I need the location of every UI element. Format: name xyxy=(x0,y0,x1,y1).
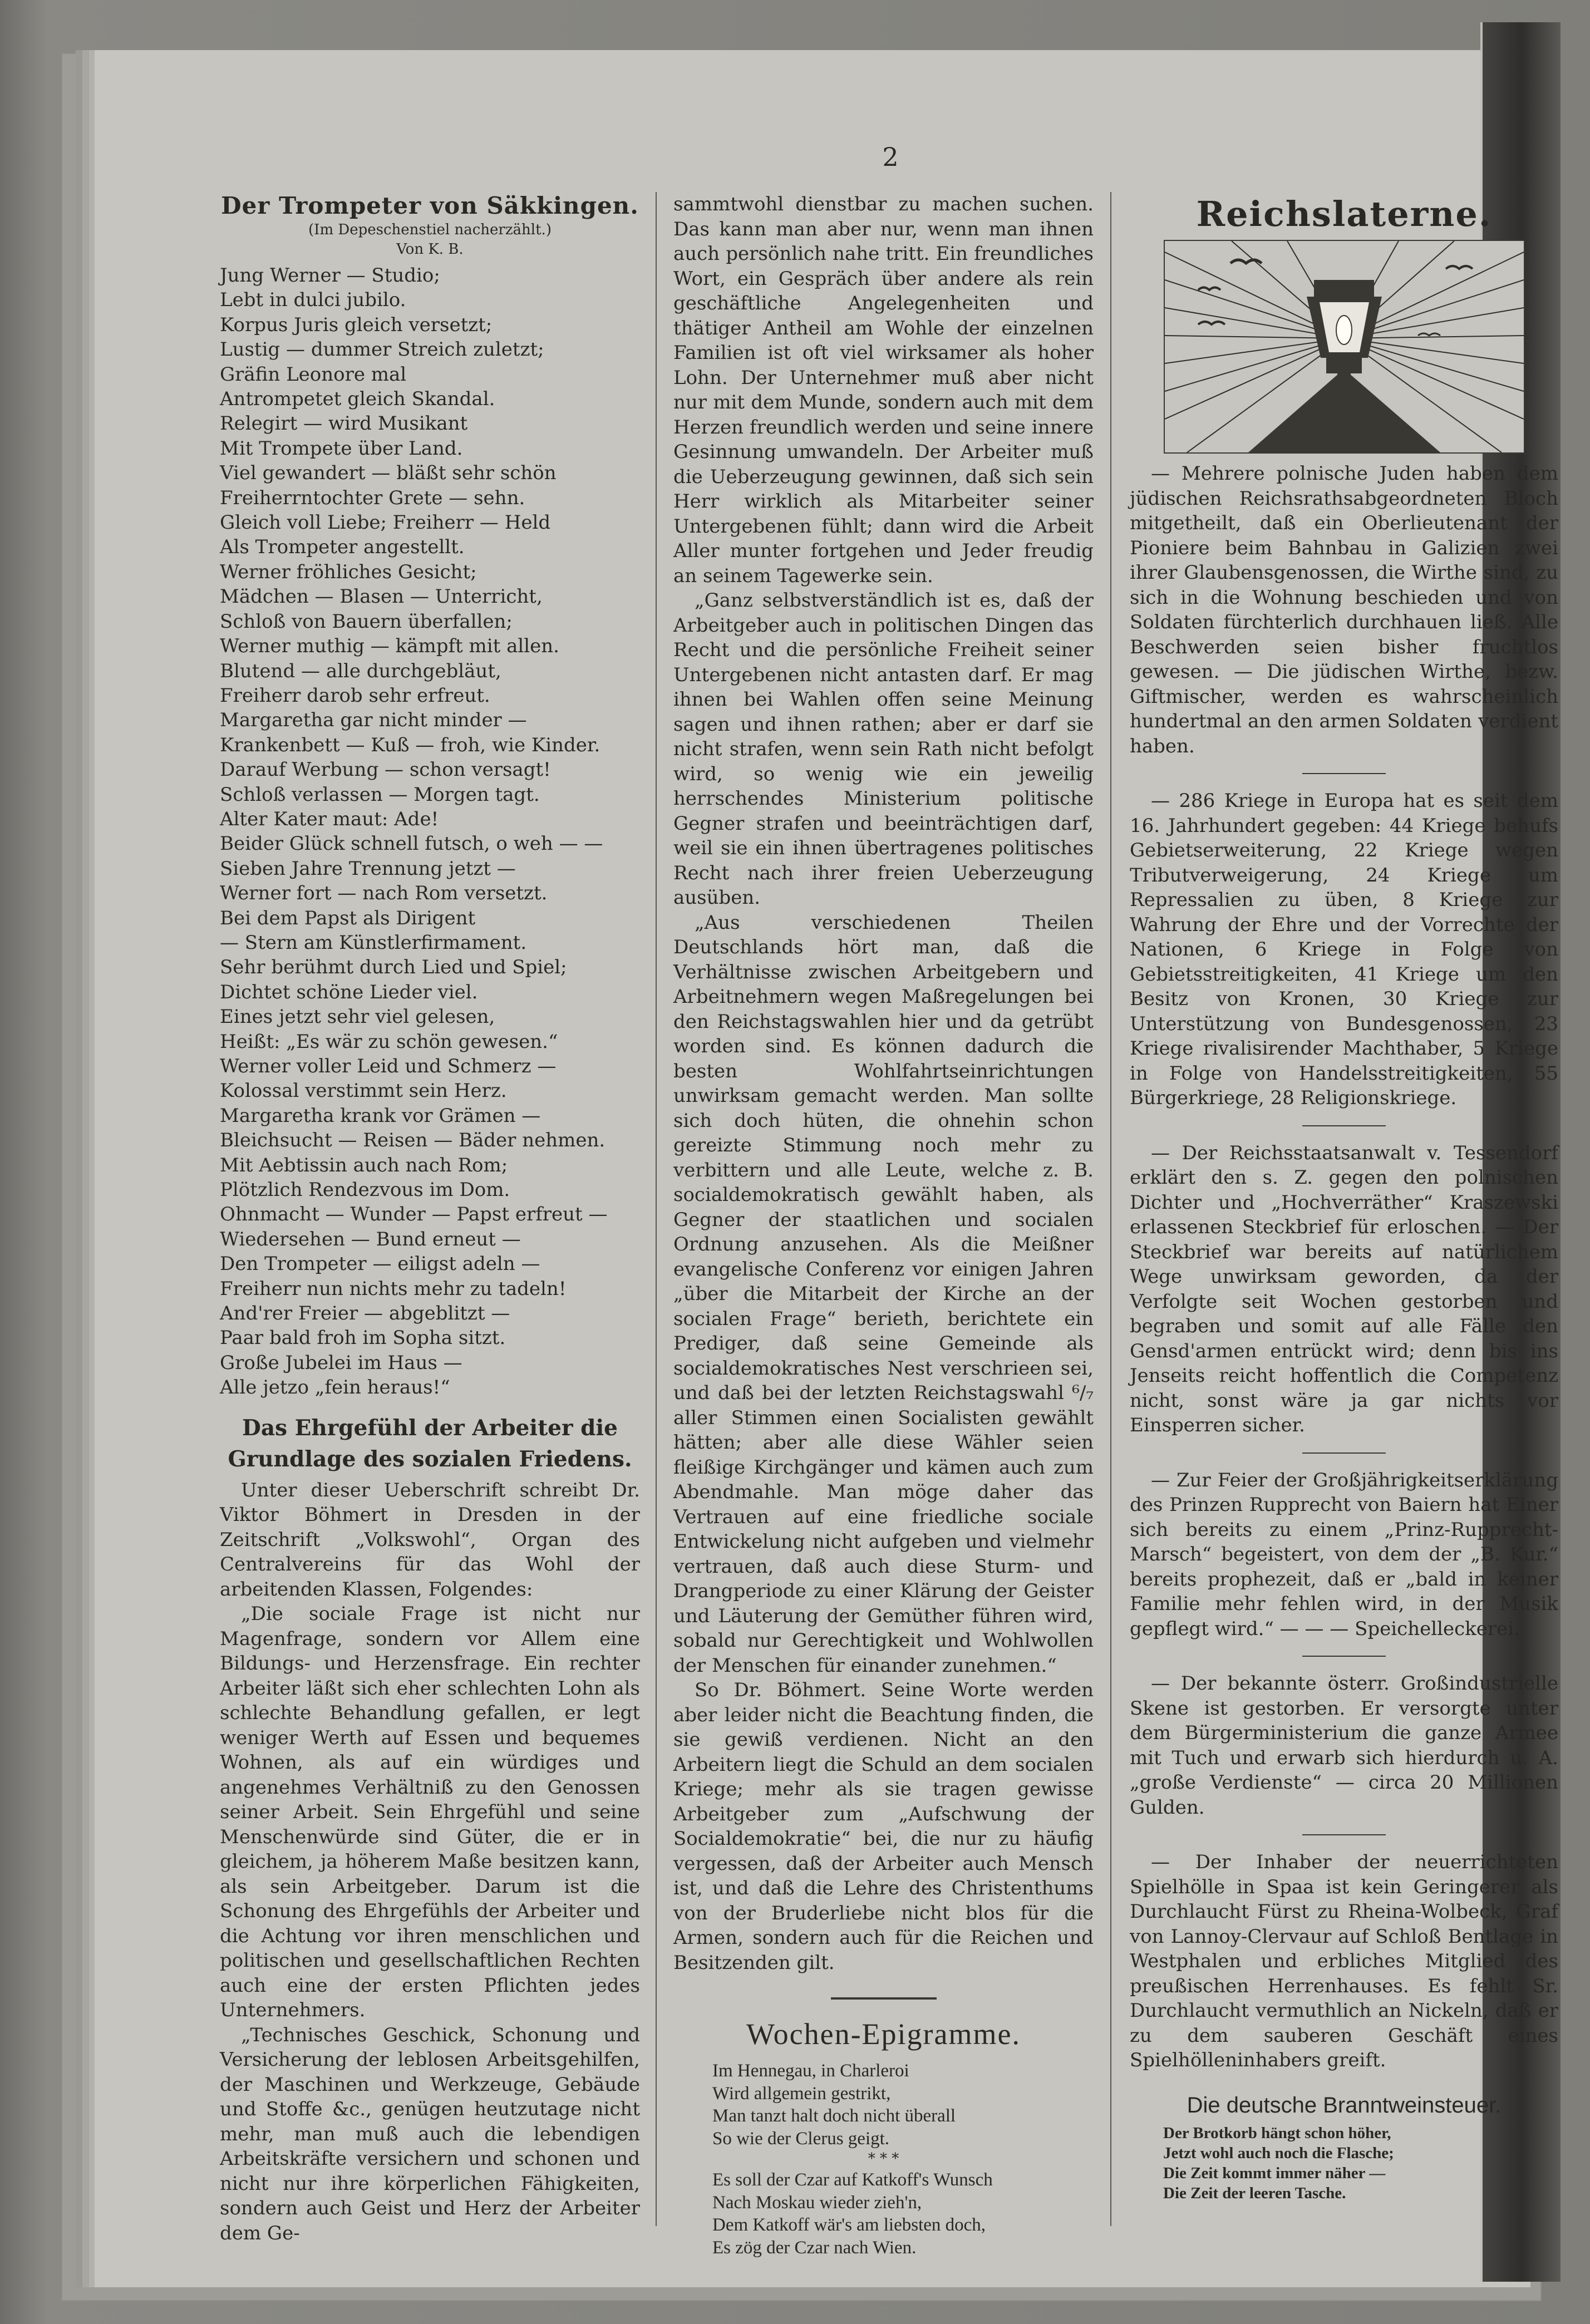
paragraph: — Der Inhaber der neuerrichteten Spielhölle in Spaa ist kein Geringerer als Durchlaucht Fürst zu Rheina-Wolbeck, Graf von Lannoy-Clervaur auf Schloß Bentlage in Westphalen und erbliches Mitglied des preußischen Herrenhauses. Es fehlt Sr. Durchlaucht vermuthlich an Nickeln, daß er zu dem sauberen Geschäft eines Spielhölleninhabers greift. xyxy=(1130,1851,1558,2071)
poem-line: Lebt in dulci jubilo. xyxy=(220,289,406,312)
poem-line: Heißt: „Es wär zu schön gewesen.“ xyxy=(220,1030,558,1053)
poem-line: Mit Aebtissin auch nach Rom; xyxy=(220,1154,508,1176)
poem-line: Margaretha krank vor Grämen — xyxy=(220,1104,541,1127)
paragraph: „Ganz selbstverständlich ist es, daß der Arbeitgeber auch in politischen Dingen das Recht und die persönliche Freiheit seiner Untergebenen nicht antasten darf. Er mag ihnen bei Wahlen offen seine Meinung sagen und ihnen rathen; aber er darf sie nicht strafen, wenn sein Rath nicht befolgt wird, so wenig wie ein jeweilig herrschendes Ministerium politische Gegner strafen und beeinträchtigen darf, weil sie ein ihnen übertragenes politisches Recht nach ihrer freien Ueberzeugung ausüben. xyxy=(673,589,1094,909)
epigram-line: Nach Moskau wieder zieh'n, xyxy=(712,2192,922,2213)
poem-byline: Von K. B. xyxy=(396,241,464,258)
paragraph: — Zur Feier der Großjährigkeitserklärung des Prinzen Rupprecht von Baiern hat Einer sich bereits zu einem „Prinz-Rupprecht-Marsch“ begeistert, von dem der „B. Kur.“ bereits prophezeit, daß er „bald in keiner Familie mehr fehlen wird, in der Musik gepflegt wird.“ — — — Speichelleckerei. xyxy=(1130,1469,1558,1640)
column-right xyxy=(1130,192,1558,2203)
poem-line: Dichtet schöne Lieder viel. xyxy=(220,981,478,1003)
paragraph: — Der Reichsstaatsanwalt v. Tessendorf erklärt den s. Z. gegen den polnischen Dichter und „Hochverräther“ Kraszewski erlassenen Steckbrief für erloschen. — Der Steckbrief war bereits auf natürlichem Wege unwirksam geworden, da der Verfolgte seit Wochen gestorben und begraben und somit auf alle Fälle den Gensd'armen entrückt wird; denn bis ins Jenseits reicht hoffentlich die Competenz nicht, sonst wäre ja gar nichts vor Einsperren sicher. xyxy=(1130,1141,1558,1436)
poem-line: Jetzt wohl auch noch die Flasche; xyxy=(1163,2144,1394,2162)
poem-line: Wiedersehen — Bund erneut — xyxy=(220,1228,521,1250)
poem-line: Mit Trompete über Land. xyxy=(220,437,463,460)
epigram-line: So wie der Clerus geigt. xyxy=(712,2128,890,2149)
poem-line: Plötzlich Rendezvous im Dom. xyxy=(220,1179,510,1202)
poem-line: Viel gewandert — bläßt sehr schön xyxy=(220,462,557,485)
paragraph: — 286 Kriege in Europa hat es seit dem 16. Jahrhundert gegeben: 44 Kriege behufs Gebietserweiterung, 22 Kriege wegen Tributverweigerung, 24 Kriege um Repressalien zu üben, 8 Kriege zur Wahrung der Ehre und der Vorrechte der Nationen, 6 Kriege in Folge von Gebietsstreitigkeiten, 41 Kriege um den Besitz von Kronen, 30 Kriege zur Unterstützung von Bundesgenossen, 23 Kriege rivalisirender Machthaber, 5 Kriege in Folge von Handelsstreitigkeiten, 55 Bürgerkriege, 28 Religionskriege. xyxy=(1130,790,1558,1109)
paragraph: „Technisches Geschick, Schonung und Versicherung der leblosen Arbeitsgehilfen, der Maschinen und Werkzeuge, Gebäude und Stoffe &c., genügen heutzutage nicht mehr, man muß auch die lebendigen Arbeitskräfte versichern und schonen und nicht nur ihre körperlichen Fähigkeiten, sondern auch Geist und Herz der Arbeiter dem Ge- xyxy=(220,2023,640,2244)
paragraph: sammtwohl dienstbar zu machen suchen. Das kann man aber nur, wenn man ihnen auch persönlich nahe tritt. Ein freundliches Wort, ein Gespräch über andere als rein geschäftliche Angelegenheiten und thätiger Antheil am Wohle der einzelnen Familien ist oft viel wirksamer als hoher Lohn. Der Unternehmer muß aber nicht nur mit dem Munde, sondern auch mit dem Herzen freundlich werden und seine innere Gesinnung umwandeln. Der Arbeiter muß die Ueberzeugung gewinnen, daß sich sein Herr wirklich als Mitarbeiter seiner Untergebenen fühlt; dann wird die Arbeit Aller munter fortgehen und Jeder freudig an seinem Tagewerke sein. xyxy=(673,193,1094,587)
poem-line: Krankenbett — Kuß — froh, wie Kinder. xyxy=(220,733,600,756)
article-continuation xyxy=(673,192,1094,1975)
poem-line: Lustig — dummer Streich zuletzt; xyxy=(220,338,544,361)
poem-line: Große Jubelei im Haus — xyxy=(220,1351,462,1374)
paragraph: „Die sociale Frage ist nicht nur Magenfrage, sondern vor Allem eine Bildungs- und Herzensfrage. Ein rechter Arbeiter läßt sich eher schlechten Lohn als schlechte Behandlung gefallen, er legt weniger Werth auf Essen und bequemes Wohnen, als auf ein würdiges und angenehmes Verhältniß zu den Genossen seiner Arbeit. Sein Ehrgefühl und seine Menschenwürde sind Güter, die er in gleichem, ja höherem Maße besitzen kann, als sein Arbeitgeber. Darum ist die Schonung des Ehrgefühls der Arbeiter und die Achtung vor ihren menschlichen und politischen und gesellschaftlichen Rechten auch eine der ersten Pflichten jedes Unternehmers. xyxy=(220,1603,640,2022)
item-separator xyxy=(1302,1125,1386,1126)
poem-line: Bleichsucht — Reisen — Bäder nehmen. xyxy=(220,1129,606,1152)
poem-title: Die deutsche Branntweinsteuer. xyxy=(1187,2092,1502,2118)
poem-line: Darauf Werbung — schon versagt! xyxy=(220,759,551,781)
column-rule xyxy=(656,192,657,2226)
poem-line: Als Trompeter angestellt. xyxy=(220,536,465,559)
lantern-illustration xyxy=(1164,240,1525,454)
column-left xyxy=(220,192,640,2246)
poem-line: Ohnmacht — Wunder — Papst erfreut — xyxy=(220,1203,608,1226)
article-title: Das Ehrgefühl der Arbeiter die Grundlage des sozialen Friedens. xyxy=(228,1415,632,1472)
poem-line: Werner muthig — kämpft mit allen. xyxy=(220,635,559,658)
poem-line: Alter Kater maut: Ade! xyxy=(220,808,439,830)
news-items xyxy=(1130,461,1558,2073)
paragraph: So Dr. Böhmert. Seine Worte werden aber leider nicht die Beachtung finden, die sie gewiß verdienen. Nicht an den Arbeitern liegt die Schuld an dem socialen Kriege; mehr als sie tragen gewisse Arbeitgeber zum „Aufschwung der Socialdemokratie“ bei, die nur zu häufig vergessen, daß der Arbeiter auch Mensch ist, und daß die Lehre des Christenthums von der Bruderliebe nicht blos für die Armen, sondern auch für die Reichen und Besitzenden gilt. xyxy=(673,1679,1094,1974)
poem-line: Die Zeit kommt immer näher — xyxy=(1163,2164,1386,2182)
poem-line: Werner voller Leid und Schmerz — xyxy=(220,1055,557,1077)
poem-line: Sieben Jahre Trennung jetzt — xyxy=(220,857,516,880)
epigram-line: Es zög der Czar nach Wien. xyxy=(712,2237,917,2258)
lantern-icon xyxy=(1165,241,1524,452)
page-number: 2 xyxy=(882,142,899,172)
paragraph: Unter dieser Ueberschrift schreibt Dr. Viktor Böhmert in Dresden in der Zeitschrift „Volkswohl“, Organ des Centralvereins für das Wohl der arbeitenden Klassen, Folgendes: xyxy=(220,1479,640,1601)
poem-line: Den Trompeter — eiligst adeln — xyxy=(220,1253,540,1276)
branntwein-poem xyxy=(1130,2123,1558,2203)
epigram-stanza xyxy=(673,2060,1094,2150)
poem-line: Der Brotkorb hängt schon höher, xyxy=(1163,2124,1391,2142)
poem-line: Gleich voll Liebe; Freiherr — Held xyxy=(220,511,551,534)
poem-subtitle: (Im Depeschenstiel nacherzählt.) xyxy=(308,221,552,238)
paragraph: — Mehrere polnische Juden haben dem jüdischen Reichsrathsabgeordneten Bloch mitgetheilt, daß ein Oberlieutenant der Pioniere beim Bahnbau in Galizien zwei ihrer Glaubensgenossen, die Wirthe sind, zu sich in die Wohnung beschieden und von Soldaten fürchterlich durchhauen ließ. Alle Beschwerden seien bisher fruchtlos gewesen. — Die jüdischen Wirthe, bezw. Giftmischer, werden es wahrscheinlich hundertmal an den armen Soldaten verdient haben. xyxy=(1130,462,1558,757)
item-separator xyxy=(1302,773,1386,774)
epigram-line: Dem Katkoff wär's am liebsten doch, xyxy=(712,2215,986,2235)
epigram-line: Es soll der Czar auf Katkoff's Wunsch xyxy=(712,2170,993,2190)
poem-line: Schloß von Bauern überfallen; xyxy=(220,610,513,633)
poem-line: Schloß verlassen — Morgen tagt. xyxy=(220,783,540,806)
poem-line: Gräfin Leonore mal xyxy=(220,363,407,386)
poem-line: Blutend — alle durchgebläut, xyxy=(220,659,501,682)
poem-line: Korpus Juris gleich versetzt; xyxy=(220,313,493,336)
poem-line: Eines jetzt sehr viel gelesen, xyxy=(220,1006,495,1028)
poem-line: Margaretha gar nicht minder — xyxy=(220,709,527,732)
poem xyxy=(220,263,640,1400)
poem-line: Sehr berühmt durch Lied und Spiel; xyxy=(220,956,567,979)
epigram-line: Man tanzt halt doch nicht überall xyxy=(712,2106,956,2126)
paragraph: „Aus verschiedenen Theilen Deutschlands hört man, daß die Verhältnisse zwischen Arbeitgebern und Arbeitnehmern wegen Maßregelungen bei den Reichstagswahlen hier und da getrübt worden sind. Es können dadurch die besten Wohlfahrtseinrichtungen unwirksam gemacht werden. Man sollte sich doch hüten, die ohnehin schon gereizte Stimmung noch mehr zu verbittern und alle Leute, welche z. B. socialdemokratisch gewählt haben, als Gegner der staatlichen und socialen Ordnung anzusehen. Als die Meißner evangelische Conferenz vor einigen Jahren „über die Mitarbeit der Kirche an der socialen Frage“ berieth, berichtete ein Prediger, daß seine Gemeinde als socialdemokratisches Nest verschrieen sei, und daß bei der letzten Reichstagswahl ⁶/₇ aller Stimmen einen Socialisten gewählt hätten; aber alle diese Wähler seien fleißige Kirchgänger und kämen auch zum Abendmahle. Man möge daher das Vertrauen auf eine friedliche sociale Entwickelung nicht aufgeben und vielmehr vertrauen, daß auch diese Sturm- und Drangperiode zu einer Klärung der Geister und Läuterung der Gemüther führen wird, sobald nur Gerechtigkeit und Wohlwollen der Menschen für einander zunehmen.“ xyxy=(673,911,1094,1677)
item-separator xyxy=(1302,1834,1386,1835)
epigram-line: Im Hennegau, in Charleroi xyxy=(712,2061,909,2081)
poem-line: Beider Glück schnell futsch, o weh — — xyxy=(220,833,603,855)
poem-line: Mädchen — Blasen — Unterricht, xyxy=(220,585,543,608)
poem-title: Der Trompeter von Säkkingen. xyxy=(221,192,639,219)
poem-line: Werner fort — nach Rom versetzt. xyxy=(220,882,548,905)
section-divider xyxy=(831,1997,937,2000)
poem-line: Kolossal verstimmt sein Herz. xyxy=(220,1080,507,1102)
poem-line: Bei dem Papst als Dirigent xyxy=(220,907,476,929)
item-separator xyxy=(1302,1452,1386,1454)
poem-line: Werner fröhliches Gesicht; xyxy=(220,560,477,583)
stanza-separator: * * * xyxy=(868,2150,899,2167)
epigram-line: Wird allgemein gestrikt, xyxy=(712,2083,891,2104)
poem-line: Alle jetzo „fein heraus!“ xyxy=(220,1376,450,1399)
poem-line: Paar bald froh im Sopha sitzt. xyxy=(220,1327,506,1350)
poem-line: Die Zeit der leeren Tasche. xyxy=(1163,2184,1346,2202)
column-middle xyxy=(673,192,1094,2259)
item-separator xyxy=(1302,1656,1386,1657)
poem-line: Antrompetet gleich Skandal. xyxy=(220,388,495,411)
poem-line: Relegirt — wird Musikant xyxy=(220,412,468,435)
article-body xyxy=(220,1478,640,2246)
poem-line: Freiherrntochter Grete — sehn. xyxy=(220,486,525,509)
poem-line: And'rer Freier — abgeblitzt — xyxy=(220,1302,510,1325)
poem-line: Freiherr nun nichts mehr zu tadeln! xyxy=(220,1277,567,1300)
epigram-title: Wochen-Epigramme. xyxy=(746,2017,1021,2051)
paragraph: — Der bekannte österr. Großindustrielle Skene ist gestorben. Er versorgte unter dem Bürgerministerium die ganze Armee mit Tuch und erwarb sich hierdurch u. A. „große Verdienste“ — circa 20 Millionen Gulden. xyxy=(1130,1672,1558,1819)
section-title: Reichslaterne. xyxy=(1196,194,1492,234)
poem-line: Jung Werner — Studio; xyxy=(220,264,440,287)
poem-line: Freiherr darob sehr erfreut. xyxy=(220,684,490,707)
poem-line: — Stern am Künstlerfirmament. xyxy=(220,931,527,954)
column-rule xyxy=(1110,192,1111,2226)
epigram-stanza xyxy=(673,2169,1094,2259)
